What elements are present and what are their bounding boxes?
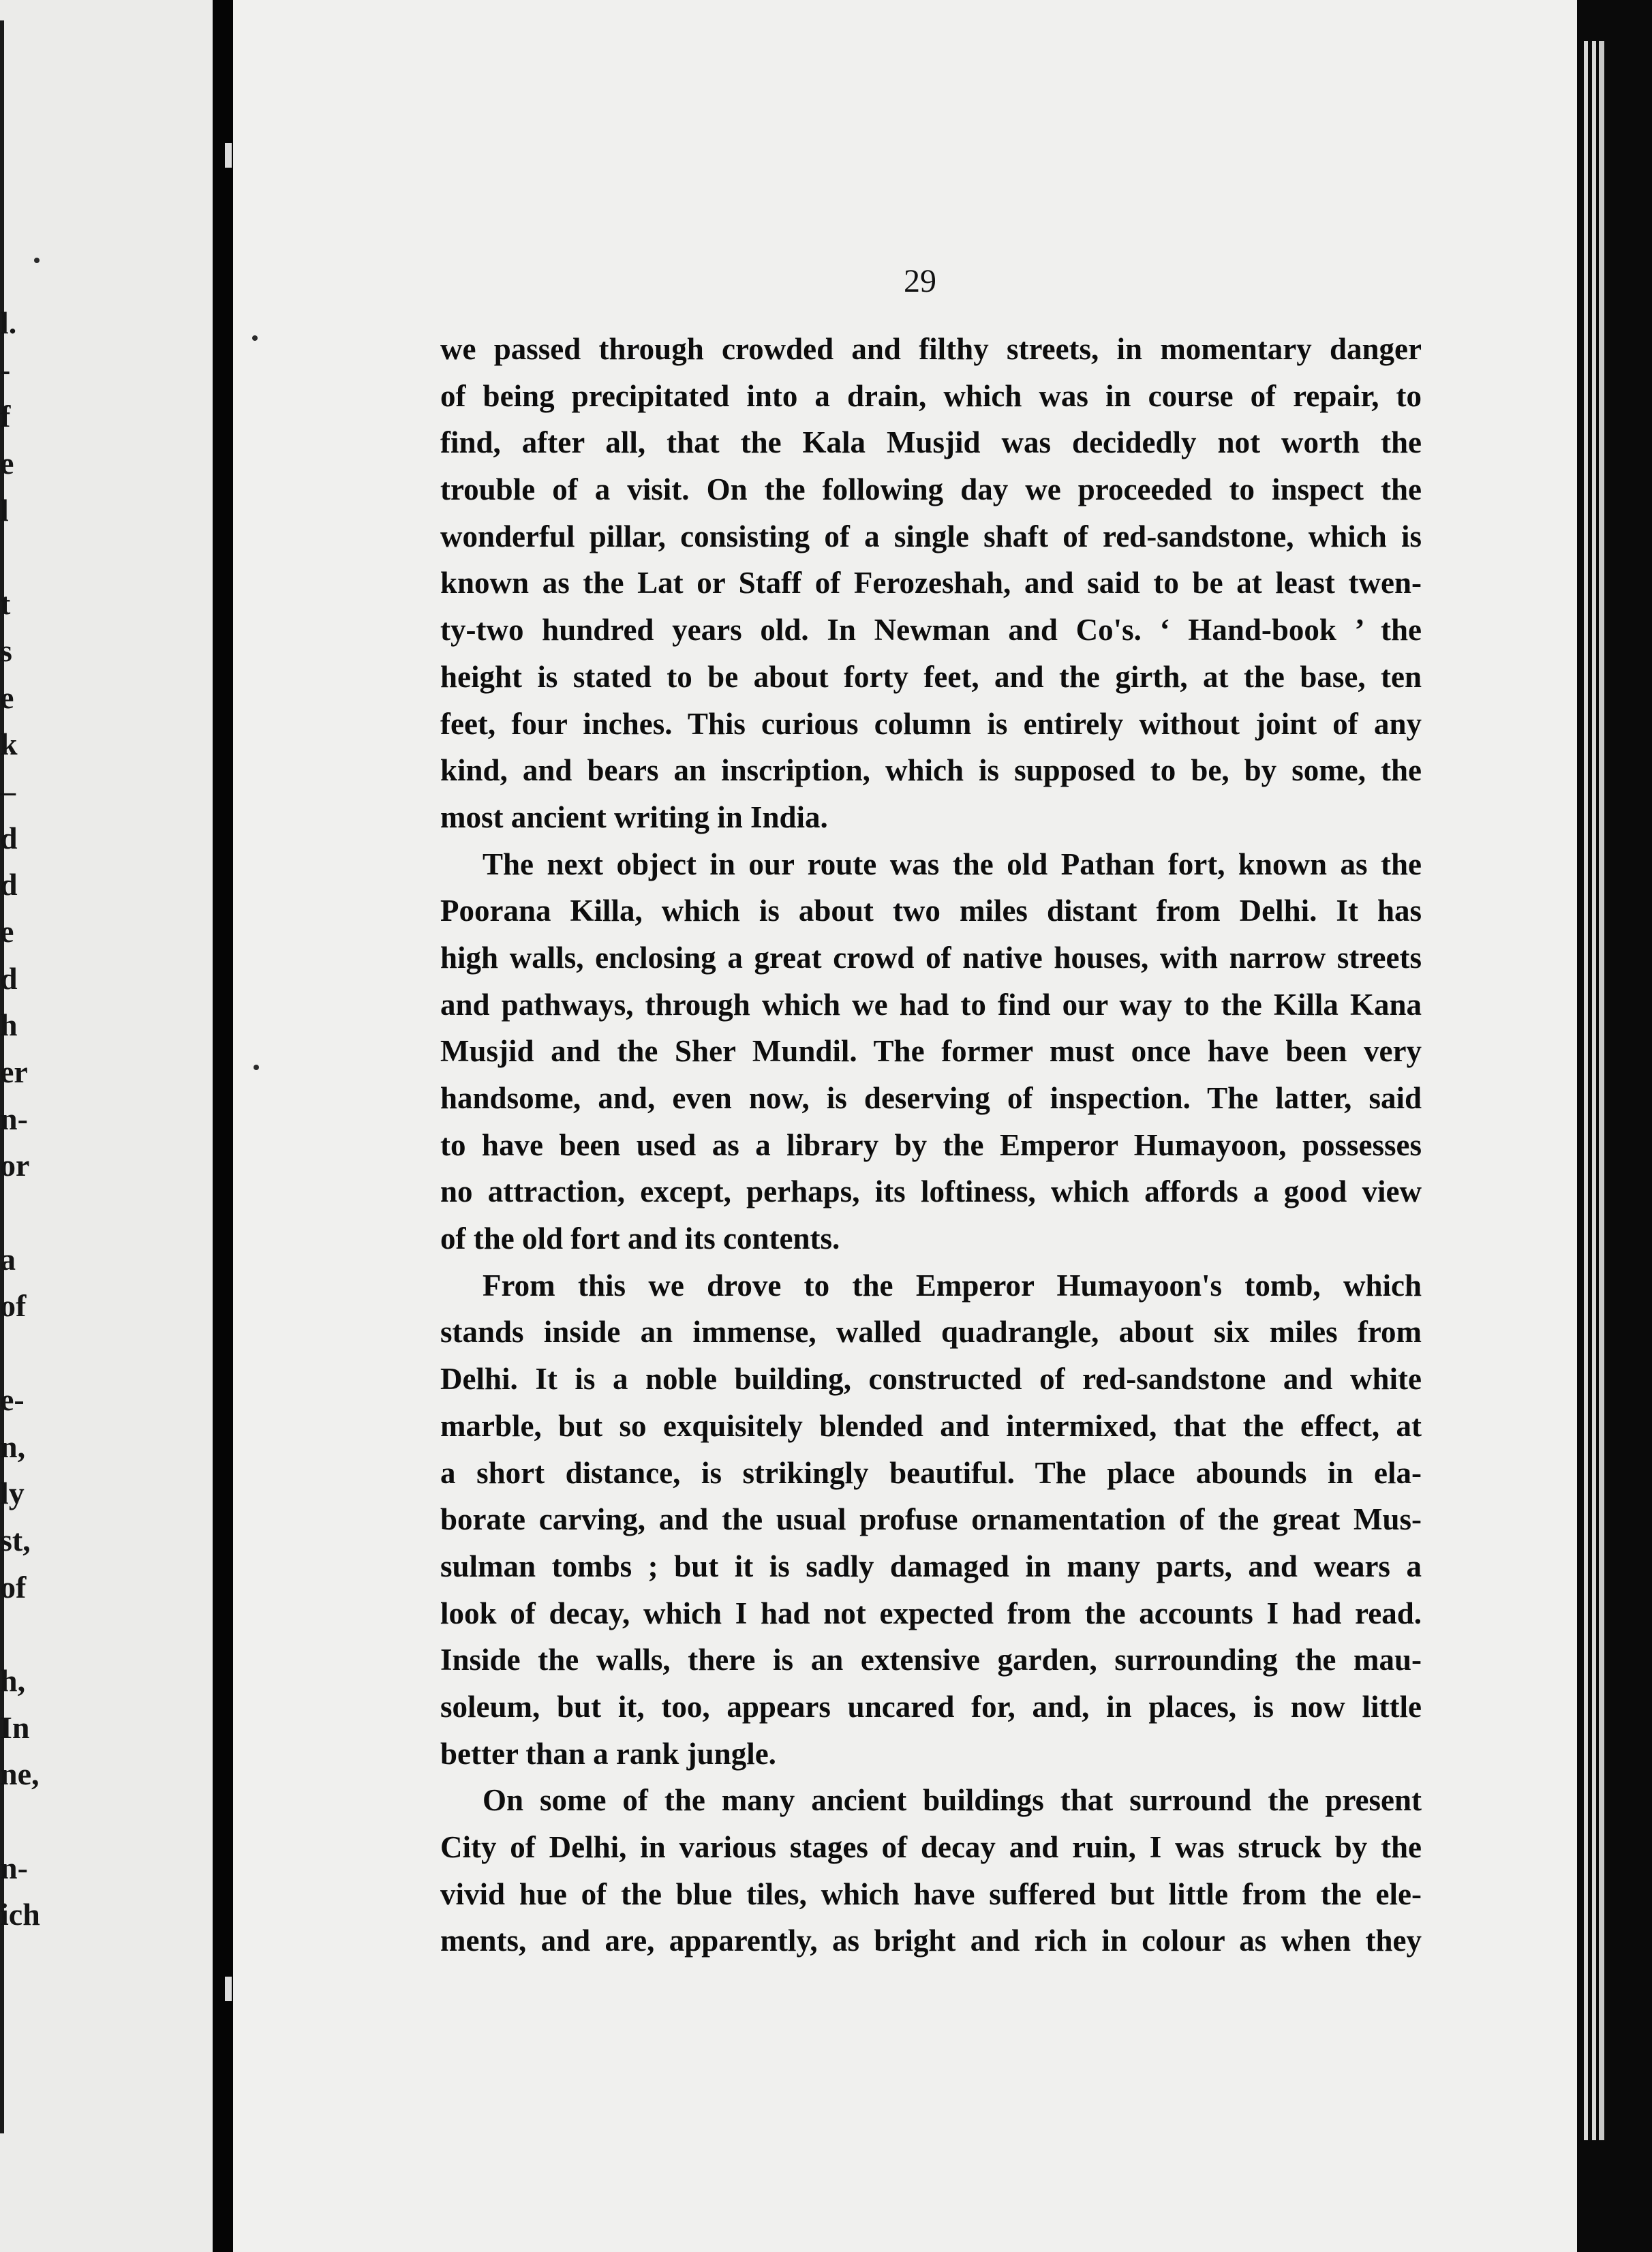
text-line: known as the Lat or Staff of Ferozeshah, and said to be at least twen- [440,566,1422,600]
left-page-fragment [0,815,204,862]
left-page-fragment [0,1002,204,1049]
left-page-fragment-text: ly [0,1476,25,1511]
left-page-fragment-text: ich [0,1897,40,1932]
left-page-fragment [0,1470,204,1517]
text-line: we passed through crowded and filthy streets, in momentary danger [440,332,1422,366]
text-line: to have been used as a library by the Emperor Humayoon, possesses [440,1127,1422,1162]
text-line: find, after all, that the Kala Musjid was decidedly not worth the [440,425,1422,460]
text-line: of the old fort and its contents. [440,1221,840,1256]
left-page-fragment [0,1189,204,1236]
left-page-fragment-text: d [0,960,18,996]
left-page-fragment-text: s [0,633,12,668]
left-page-fragment [0,1096,204,1143]
left-page-fragment-text: e- [0,1382,25,1417]
text-line: soleum, but it, too, appears uncared for, and, in places, is now little [440,1689,1422,1724]
text-line: no attraction, except, perhaps, its loftiness, which affords a good view [440,1174,1422,1209]
left-page-fragment [0,440,204,487]
left-page-fragment [0,300,204,347]
text-line: feet, four inches. This curious column is entirely without joint of any [440,706,1422,741]
left-page-fragment [0,1798,204,1845]
text-line: wonderful pillar, consisting of a single shaft of red-sandstone, which is [440,519,1422,553]
left-page-fragment-text: a [0,1241,16,1277]
stray-mark [254,1065,259,1070]
page-edge-line [1584,41,1588,2140]
text-line: Delhi. It is a noble building, constructed of red-sandstone and white [440,1362,1422,1397]
text-line: ments, and are, apparently, as bright and rich in colour as when they [440,1923,1422,1958]
text-line: look of decay, which I had not expected from the accounts I had read. [440,1596,1422,1630]
left-page-fragment [0,1751,204,1798]
left-page-fragment [0,1517,204,1564]
left-page-fragment [0,1891,204,1938]
left-page-fragment-text: h, [0,1662,26,1698]
text-line: marble, but so exquisitely blended and intermixed, that the effect, at [440,1408,1422,1443]
left-page-fragment [0,1142,204,1189]
text-line: and pathways, through which we had to find our way to the Killa Kana [440,987,1422,1022]
left-page-fragment [0,1611,204,1658]
text-line: Musjid and the Sher Mundil. The former must once have been very [440,1034,1422,1069]
text-line: Inside the walls, there is an extensive garden, surrounding the mau- [440,1643,1422,1677]
gutter-mark [225,143,232,168]
text-line: On some of the many ancient buildings that surround the present [483,1783,1422,1818]
left-page-fragment-text: n- [0,1850,28,1885]
body-text [440,326,1422,1964]
left-page-fragment [0,393,204,440]
text-line: trouble of a visit. On the following day we proceeded to inspect the [440,472,1422,507]
left-page-fragment [0,534,204,581]
book-gutter [213,0,233,2252]
left-page-fragment-text: e [0,446,14,481]
text-line: height is stated to be about forty feet, and the girth, at the base, ten [440,659,1422,694]
left-page-fragment [0,1705,204,1752]
left-page-fragment [0,1236,204,1283]
text-line: sulman tombs ; but it is sadly damaged in many parts, and wears a [440,1549,1422,1583]
text-line: of being precipitated into a drain, which was in course of repair, to [440,378,1422,413]
gutter-mark [225,1977,232,2001]
page-edge-line [1599,41,1604,2140]
text-line: handsome, and, even now, is deserving of inspection. The latter, said [440,1081,1422,1115]
left-page-fragment [0,721,204,768]
left-facing-page [0,0,213,2252]
page-edge-line [1592,41,1596,2140]
left-page-fragment-text: er [0,1054,28,1089]
left-page-fragment-text: In [0,1709,30,1745]
left-page-fragment-text: ne, [0,1756,40,1792]
left-page-text-fragments [0,300,204,1938]
left-page-fragment-text: - [0,352,11,387]
text-line: ty-two hundred years old. In Newman and Co's. ‘ Hand-book ’ the [440,613,1422,648]
left-page-fragment-text: n, [0,1429,26,1464]
left-page-fragment-text: st, [0,1522,31,1557]
stray-mark [34,258,40,263]
left-page-fragment-text: d [0,867,18,902]
left-page-fragment [0,956,204,1003]
text-line: kind, and bears an inscription, which is supposed to be, by some, the [440,753,1422,788]
left-page-fragment [0,581,204,628]
left-page-fragment [0,628,204,675]
text-line: The next object in our route was the old Pathan fort, known as the [483,847,1422,881]
left-page-fragment [0,1377,204,1424]
left-page-fragment-text: n- [0,1101,28,1136]
left-page-fragment [0,1564,204,1611]
left-page-fragment [0,347,204,394]
left-page-fragment [0,862,204,909]
left-page-fragment [0,487,204,534]
left-page-fragment-text: – [0,773,16,808]
text-line: better than a rank jungle. [440,1736,776,1771]
left-page-fragment [0,768,204,815]
left-page-fragment-text: or [0,1148,30,1183]
text-line: Poorana Killa, which is about two miles distant from Delhi. It has [440,894,1422,928]
left-page-fragment [0,1658,204,1705]
left-page-fragment [0,1424,204,1471]
left-page-fragment [0,1330,204,1377]
text-line: From this we drove to the Emperor Humayoon's tomb, which [483,1268,1422,1303]
left-page-fragment-text: e [0,680,14,715]
left-page-fragment-text: l [0,492,9,528]
left-page-fragment-text: of [0,1569,27,1604]
left-page-fragment-text: of [0,1288,27,1324]
left-page-fragment [0,675,204,722]
left-page-fragment [0,1049,204,1096]
left-page-fragment [0,1845,204,1892]
page-number: 29 [904,263,936,299]
left-page-fragment [0,1283,204,1330]
left-page-fragment-text: d [0,820,18,855]
left-page-fragment [0,909,204,956]
text-line: high walls, enclosing a great crowd of native houses, with narrow streets [440,940,1422,975]
left-page-fragment-text: k [0,727,18,762]
left-page-fragment-text: f [0,399,11,434]
text-line: City of Delhi, in various stages of decay and ruin, I was struck by the [440,1830,1422,1864]
text-line: borate carving, and the usual profuse ornamentation of the great Mus- [440,1502,1422,1537]
left-page-fragment-text: e [0,913,14,949]
left-page-fragment-text: h [0,1007,18,1043]
stray-mark [252,335,258,341]
left-page-fragment-text: l. [0,305,17,340]
text-line: stands inside an immense, walled quadrangle, about six miles from [440,1315,1422,1350]
text-line: vivid hue of the blue tiles, which have suffered but little from the ele- [440,1876,1422,1911]
left-page-fragment-text: t [0,586,11,622]
text-line: a short distance, is strikingly beautiful. The place abounds in ela- [440,1455,1422,1490]
text-line: most ancient writing in India. [440,800,828,834]
